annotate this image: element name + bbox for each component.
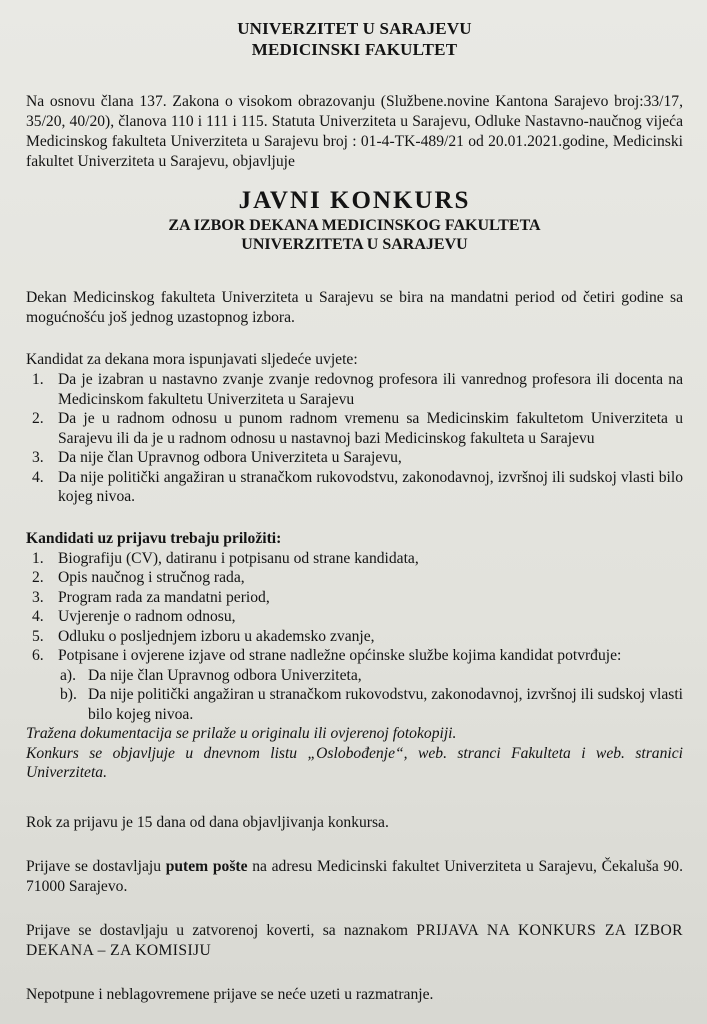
- intro-paragraph: Na osnovu člana 137. Zakona o visokom obrazovanju (Službene.novine Kantona Sarajevo broj:33/17, 35/20, 40/20), članova 110 i 111 i 115. Statuta Univerziteta u Sarajevu, Odluke Nastavno-naučnog vijeća Medicinskog fakulteta Univerziteta u Sarajevu broj : 01-4-TK-489/21 od 20.01.2021.godine, Medicinski fakultet Univerziteta u Sarajevu, objavljuje: [26, 93, 683, 170]
- deadline-paragraph: Rok za prijavu je 15 dana od dana objavljivanja konkursa.: [26, 813, 389, 831]
- title-sub-2: UNIVERZITETA U SARAJEVU: [241, 236, 468, 253]
- document-header: [26, 18, 683, 60]
- item-text: Opis naučnog i stručnog rada,: [58, 569, 245, 586]
- item-text: Da nije politički angažiran u stranačkom rukovodstvu, zakonodavnoj, izvršnoj ili sudskoj vlasti bilo kojeg nivoa.: [58, 468, 683, 505]
- delivery-paragraph: [26, 857, 683, 897]
- item-number: 1.: [32, 371, 44, 388]
- item-text: Odluku o posljednjem izboru u akademsko zvanje,: [58, 627, 375, 645]
- item-number: 2.: [32, 569, 44, 586]
- item-text: Da nije član Upravnog odbora Univerziteta,: [88, 666, 362, 684]
- list-item: [26, 646, 683, 724]
- documents-lead: Kandidati uz prijavu trebaju priložiti:: [26, 529, 282, 547]
- university-name: UNIVERZITET U SARAJEVU: [237, 19, 472, 38]
- item-text: Da je u radnom odnosu u punom radnom vremenu sa Medicinskim fakultetom Univerziteta u Sarajevu ili da je u radnom odnosu u nastavnoj bazi Medicinskog fakulteta u Sarajevu: [58, 410, 683, 447]
- conditions-section: [26, 350, 683, 507]
- item-text: Biografiju (CV), datiranu i potpisanu od strane kandidata,: [58, 549, 419, 567]
- list-item: [26, 627, 683, 647]
- list-item: [26, 549, 683, 569]
- item-number: 4.: [32, 468, 44, 486]
- envelope-paragraph: [26, 921, 683, 961]
- item-number: 5.: [32, 627, 44, 645]
- delivery-address: na adresu Medicinski fakultet Univerziteta u Sarajevu, Čekaluša 90. 71000 Sarajevo.: [26, 857, 683, 895]
- envelope-text: Prijave se dostavljaju u zatvorenoj koverti, sa naznakom: [26, 921, 417, 939]
- statements-sublist: [58, 666, 683, 725]
- item-number: 3.: [32, 588, 44, 606]
- list-item: [26, 607, 683, 627]
- conditions-list: [26, 370, 683, 507]
- list-item: [26, 448, 683, 468]
- item-text: Potpisane i ovjerene izjave od strane nadležne općinske službe kojima kandidat potvrđuje:: [58, 647, 622, 664]
- documents-section: [26, 529, 683, 783]
- list-item: [26, 409, 683, 448]
- item-number: b).: [60, 686, 77, 703]
- title-sub-1: ZA IZBOR DEKANA MEDICINSKOG FAKULTETA: [168, 217, 541, 234]
- list-item: [26, 370, 683, 409]
- item-text: Uvjerenje o radnom odnosu,: [58, 608, 236, 625]
- delivery-method: putem pošte: [165, 857, 248, 875]
- item-text: Da je izabran u nastavno zvanje zvanje redovnog profesora ili vanrednog profesora ili docenta na Medicinskom fakultetu Univerziteta u Sarajevu: [58, 371, 683, 408]
- announcement-title: [26, 186, 683, 254]
- item-text: Program rada za mandatni period,: [58, 588, 270, 606]
- list-item: [26, 568, 683, 588]
- item-number: a).: [60, 666, 77, 684]
- publication-note: Konkurs se objavljuje u dnevnom listu „Oslobođenje“, web. stranci Fakulteta i web. stranici Univerziteta.: [26, 744, 683, 781]
- item-number: 3.: [32, 449, 44, 466]
- item-number: 4.: [32, 608, 44, 625]
- sublist-item: [58, 666, 683, 686]
- item-number: 6.: [32, 647, 44, 664]
- item-text: Da nije politički angažiran u stranačkom rukovodstvu, zakonodavnoj, izvršnoj ili sudskoj vlasti bilo kojeg nivoa.: [88, 686, 683, 723]
- documents-list: [26, 549, 683, 725]
- title-main: JAVNI KONKURS: [238, 187, 471, 214]
- list-item: [26, 468, 683, 507]
- list-item: [26, 588, 683, 608]
- faculty-name: MEDICINSKI FAKULTET: [251, 40, 458, 59]
- mandate-paragraph: Dekan Medicinskog fakulteta Univerziteta u Sarajevu se bira na mandatni period od četiri godine sa mogućnošću još jednog uzastopnog izbora.: [26, 289, 683, 326]
- item-number: 1.: [32, 549, 44, 567]
- closing-paragraph: Nepotpune i neblagovremene prijave se neće uzeti u razmatranje.: [26, 985, 434, 1003]
- item-text: Da nije član Upravnog odbora Univerziteta u Sarajevu,: [58, 449, 402, 466]
- item-number: 2.: [32, 410, 44, 427]
- conditions-lead: Kandidat za dekana mora ispunjavati sljedeće uvjete:: [26, 351, 358, 368]
- documentation-note: Tražena dokumentacija se prilaže u originalu ili ovjerenoj fotokopiji.: [26, 725, 457, 742]
- delivery-text-start: Prijave se dostavljaju: [26, 857, 166, 875]
- sublist-item: [58, 685, 683, 724]
- envelope-label: PRIJAVA NA KONKURS ZA IZBOR DEKANA – ZA KOMISIJU: [26, 921, 683, 959]
